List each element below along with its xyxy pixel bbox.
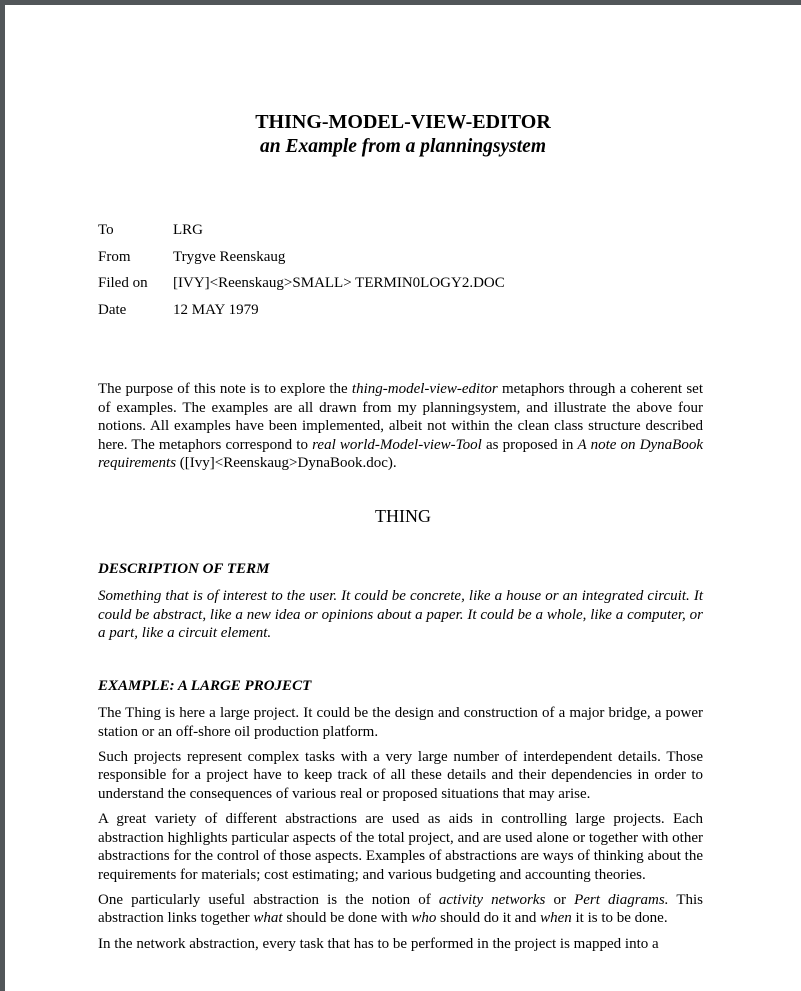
para4-text-a: One particularly useful abstraction is the notion of [98,891,439,908]
section-heading-thing: THING [375,506,431,526]
example-heading: EXAMPLE: A LARGE PROJECT [98,678,312,694]
para4-emphasis-5: when [540,910,572,927]
description-text: Something that is of interest to the user. It could be concrete, like a house or an integrated circuit. It could be abstract, like a new idea or opinions about a paper. It could be a whole, like a computer, or a part, like a circuit element. [98,588,703,642]
intro-text [98,380,703,473]
example-body [98,704,703,953]
intro-text-3: as proposed in [481,436,578,453]
para4-text-b: or [545,891,575,908]
memo-value-to: LRG [173,222,203,238]
memo-value-date: 12 MAY 1979 [173,301,259,318]
memo-label-to: To [98,222,114,238]
para4-text-c: This abstraction links together [98,891,704,927]
memo-label-filed: Filed on [98,275,148,291]
document-subtitle: an Example from a planningsystem [259,136,547,157]
example-para-3: A great variety of different abstractions are used as aids in controlling large projects. Each abstraction highlights particular aspects of the total project, and are used alone or together with other abstractions for the control of those aspects. Examples of abstractions are ways of thinking about the requirements for materials; cost estimating; and various budgeting and accounting theories. [98,810,703,883]
intro-text-1: The purpose of this note is to explore the [98,381,352,397]
intro-emphasis-3: A note on DynaBook requirements [98,436,704,472]
para4-text-d: should be done with [282,910,412,927]
para4-text-f: it is to be done. [571,910,668,927]
document-page [5,5,801,991]
memo-row-from [98,247,505,274]
intro-paragraph [98,380,703,473]
memo-label-from: From [98,248,131,265]
para4-emphasis-3: what [253,910,283,927]
example-para-4 [98,891,703,928]
title-block [5,110,801,159]
memo-row-filed [98,273,505,300]
memo-value-from: Trygve Reenskaug [173,248,286,265]
intro-emphasis-2: real world-Model-view-Tool [312,436,482,453]
memo-row-to [98,220,505,247]
intro-emphasis-1: thing-model-view-editor [351,381,498,397]
intro-text-4: ([Ivy]<Reenskaug>DynaBook.doc). [176,455,397,472]
memo-value-filed: [IVY]<Reenskaug>SMALL> TERMIN0LOGY2.DOC [173,275,505,291]
para4-emphasis-4: who [411,910,437,927]
para4-text-e: should do it and [436,910,541,927]
para4-emphasis-1: activity networks [438,891,546,908]
memo-row-date [98,300,505,327]
memo-header [98,220,505,326]
description-heading: DESCRIPTION OF TERM [98,561,270,577]
memo-label-date: Date [98,301,127,318]
example-para-1: The Thing is here a large project. It could be the design and construction of a major bridge, a power station or an off-shore oil production platform. [98,705,703,740]
para4-emphasis-2: Pert diagrams. [574,891,669,908]
document-title: THING-MODEL-VIEW-EDITOR [255,111,551,133]
example-para-5: In the network abstraction, every task that has to be performed in the project is mapped into a [98,935,659,952]
intro-text-2: metaphors through a coherent set of examples. The examples are all drawn from my planningsystem, and illustrate the above four notions. All examples have been implemented, albeit not within the clean class structure described here. The metaphors correspond to [98,381,704,453]
example-para-2: Such projects represent complex tasks with a very large number of interdependent details. Those responsible for a project have to keep track of all these details and their dependencies in order to understand the consequences of various real or proposed situations that may arise. [98,748,703,802]
